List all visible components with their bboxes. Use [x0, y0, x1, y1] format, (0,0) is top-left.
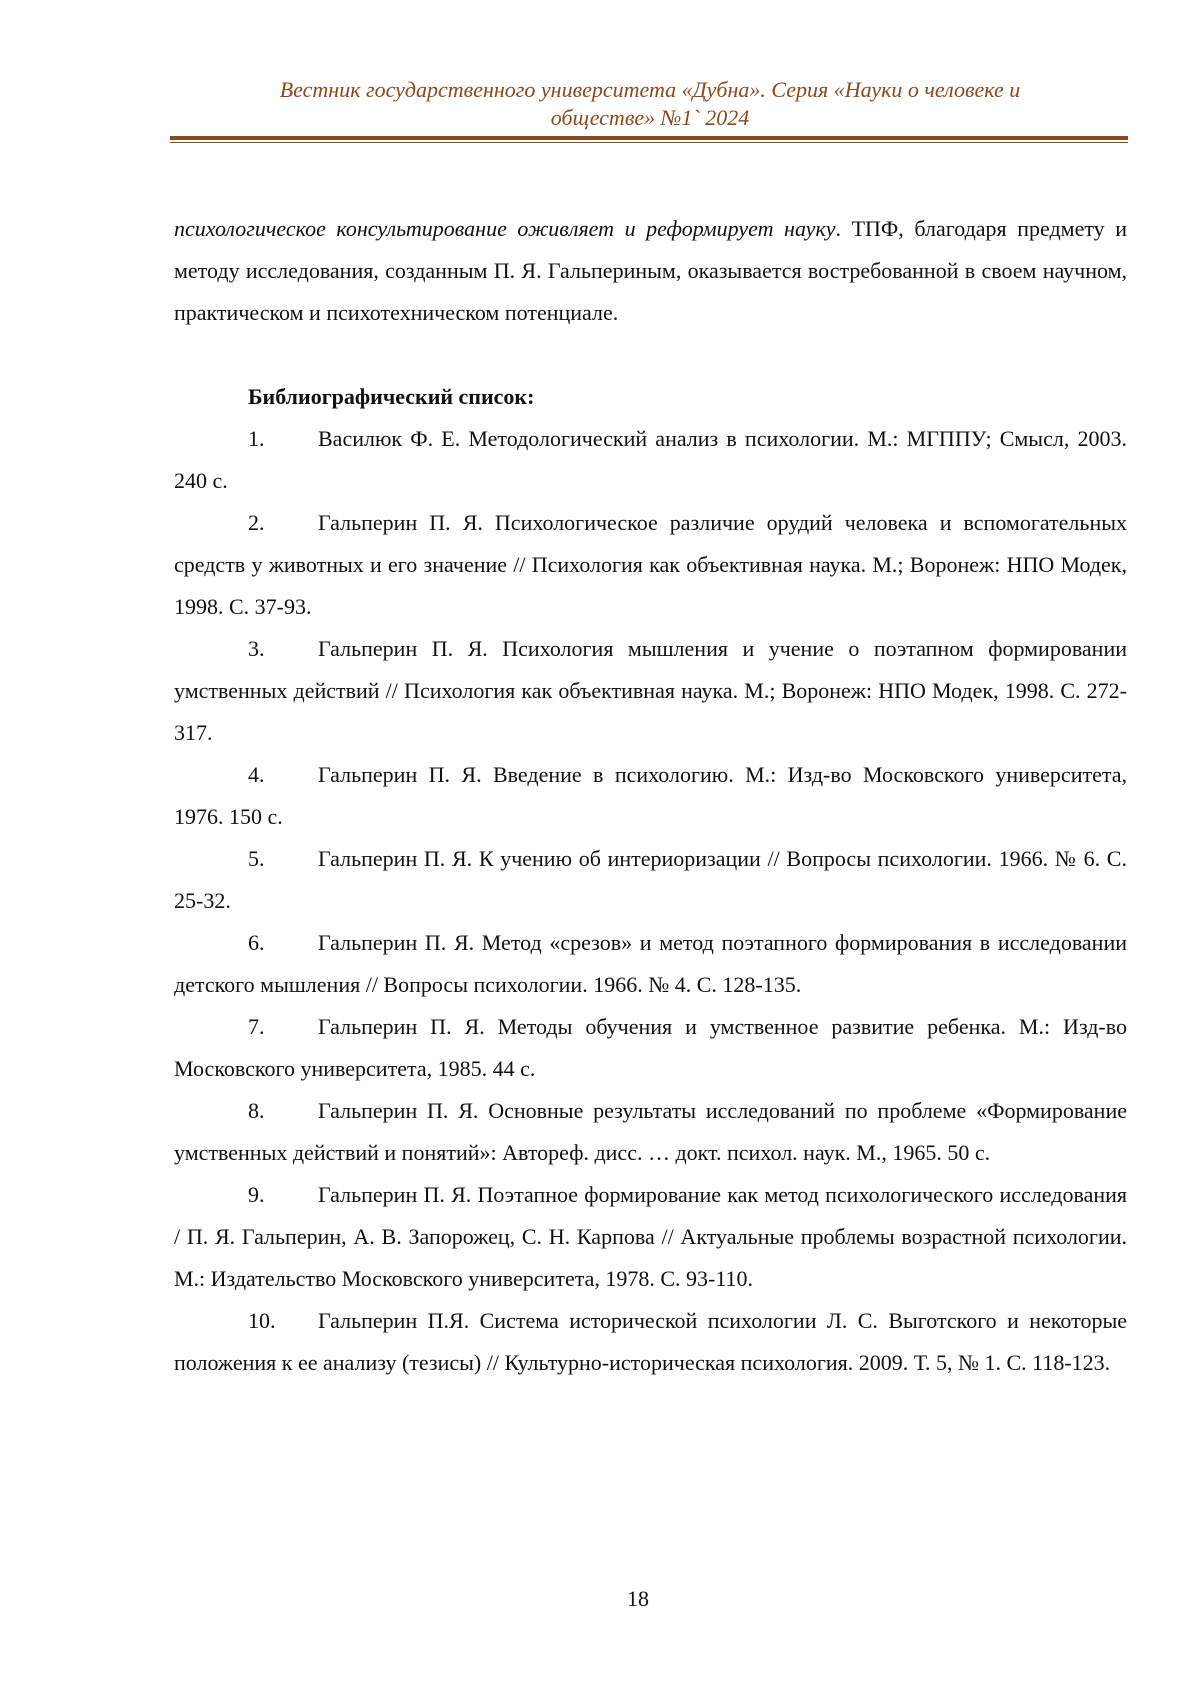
bibliography-item: [174, 754, 1127, 838]
bibliography-item: [174, 1006, 1127, 1090]
bibliography-item: [174, 502, 1127, 628]
page-number: 18: [627, 1586, 649, 1611]
bibliography-item-number: 6.: [248, 930, 265, 955]
bibliography-item-number: 2.: [248, 510, 265, 535]
bibliography-item-number: 3.: [248, 636, 265, 661]
bibliography-item-number: 5.: [248, 846, 265, 871]
journal-header-line-1: Вестник государственного университета «Дубна». Серия «Науки о человеке и: [279, 77, 1021, 102]
intro-italic-text: психологическое консультирование оживляет и реформирует науку: [174, 216, 836, 241]
bibliography-item-text: Гальперин П. Я. К учению об интериоризации // Вопросы психологии. 1966. № 6. С. 25-32.: [174, 846, 1127, 913]
bibliography-item: [174, 922, 1127, 1006]
bibliography-item-text: Гальперин П. Я. Метод «срезов» и метод поэтапного формирования в исследовании детского мышления // Вопросы психологии. 1966. № 4. С. 128-135.: [174, 930, 1127, 997]
bibliography-item-number: 9.: [248, 1182, 265, 1207]
bibliography-item-text: Гальперин П. Я. Психология мышления и учение о поэтапном формировании умственных действий // Психология как объективная наука. М.; Воронеж: НПО Модек, 1998. С. 272-317.: [174, 636, 1127, 745]
bibliography-item: [174, 1174, 1127, 1300]
intro-regular-text: . ТПФ, благодаря предмету и методу исследования, созданным П. Я. Гальпериным, оказывается востребованной в своем научном, практическом и психотехническом потенциале.: [174, 216, 1127, 325]
intro-paragraph: [174, 208, 1127, 334]
bibliography-title: Библиографический список:: [248, 384, 535, 409]
journal-header: [172, 76, 1128, 132]
bibliography-item: [174, 418, 1127, 502]
bibliography-item-number: 4.: [248, 762, 265, 787]
bibliography-list: [174, 418, 1127, 1384]
bibliography-item-number: 7.: [248, 1014, 265, 1039]
bibliography-item-text: Гальперин П. Я. Введение в психологию. М.: Изд-во Московского университета, 1976. 150 с.: [174, 762, 1127, 829]
bibliography-item-text: Гальперин П.Я. Система исторической психологии Л. С. Выготского и некоторые положения к ее анализу (тезисы) // Культурно-историческая психология. 2009. Т. 5, № 1. С. 118-123.: [174, 1308, 1127, 1375]
bibliography-item: [174, 838, 1127, 922]
bibliography-item-number: 10.: [248, 1308, 276, 1333]
bibliography-item-text: Гальперин П. Я. Основные результаты исследований по проблеме «Формирование умственных действий и понятий»: Автореф. дисс. … докт. психол. наук. М., 1965. 50 с.: [174, 1098, 1127, 1165]
bibliography-item-text: Гальперин П. Я. Поэтапное формирование как метод психологического исследования / П. Я. Гальперин, А. В. Запорожец, С. Н. Карпова // Актуальные проблемы возрастной психологии. М.: Издательство Московского университета, 1978. С. 93-110.: [174, 1182, 1127, 1291]
bibliography-item-text: Гальперин П. Я. Методы обучения и умственное развитие ребенка. М.: Изд-во Московского университета, 1985. 44 с.: [174, 1014, 1127, 1081]
bibliography-item-text: Гальперин П. Я. Психологическое различие орудий человека и вспомогательных средств у животных и его значение // Психология как объективная наука. М.; Воронеж: НПО Модек, 1998. С. 37-93.: [174, 510, 1127, 619]
bibliography-item-number: 1.: [248, 426, 265, 451]
bibliography-item: [174, 1300, 1127, 1384]
bibliography-item: [174, 1090, 1127, 1174]
bibliography-item-number: 8.: [248, 1098, 265, 1123]
journal-header-line-2: обществе» №1` 2024: [550, 105, 750, 130]
header-rule-thick: [170, 136, 1128, 140]
header-rule-thin: [170, 142, 1128, 143]
bibliography-item-text: Василюк Ф. Е. Методологический анализ в психологии. М.: МГППУ; Смысл, 2003. 240 с.: [174, 426, 1127, 493]
bibliography-item: [174, 628, 1127, 754]
